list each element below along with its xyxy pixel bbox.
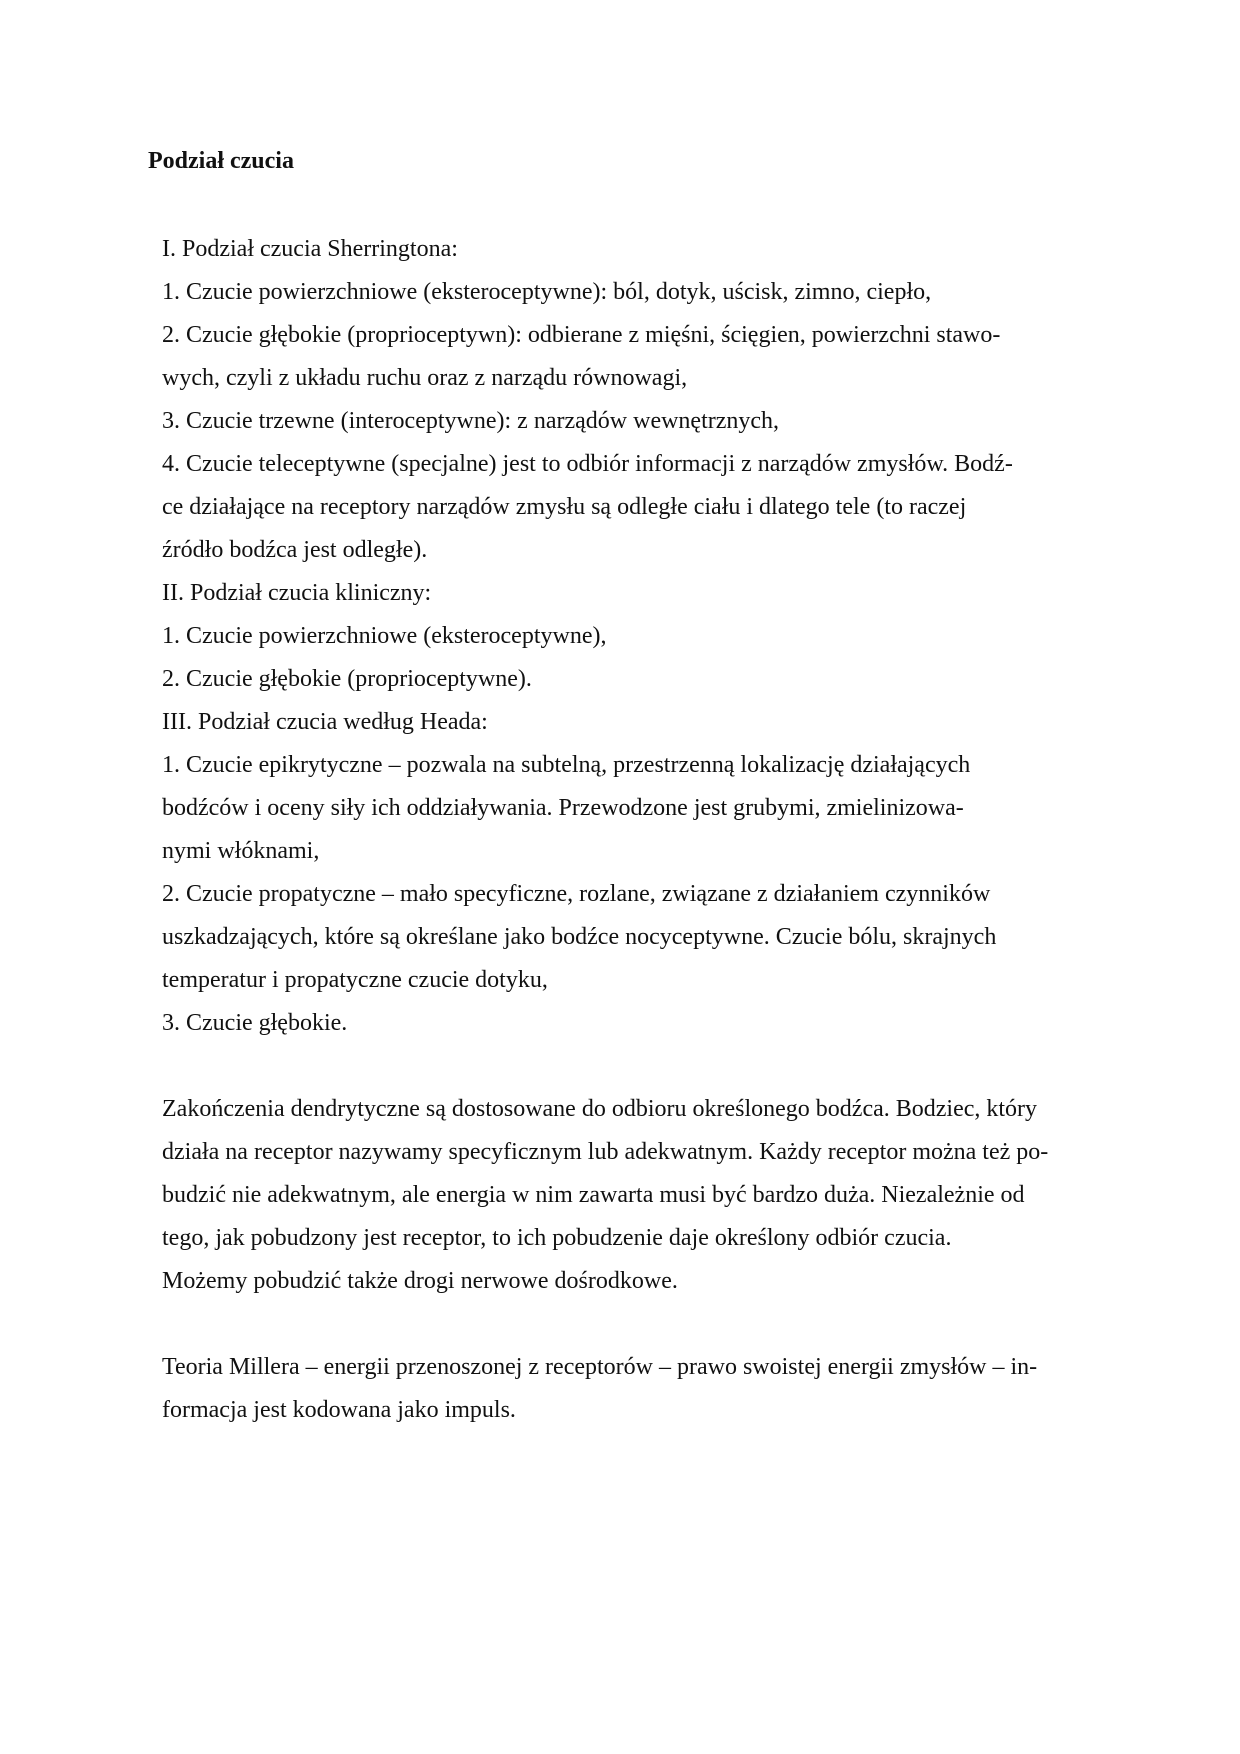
text-line: wych, czyli z układu ruchu oraz z narządu równowagi, [162, 365, 688, 391]
text-line: 1. Czucie powierzchniowe (eksteroceptywne): ból, dotyk, uścisk, zimno, ciepło, [162, 279, 932, 305]
text-line: budzić nie adekwatnym, ale energia w nim zawarta musi być bardzo duża. Niezależnie od [162, 1182, 1025, 1208]
text-line: nymi włóknami, [162, 838, 320, 864]
text-line: 2. Czucie propatyczne – mało specyficzne, rozlane, związane z działaniem czynników [162, 881, 991, 907]
text-line: I. Podział czucia Sherringtona: [162, 236, 458, 262]
text-line: 4. Czucie teleceptywne (specjalne) jest to odbiór informacji z narządów zmysłów. Bodź- [162, 451, 1013, 477]
text-line: działa na receptor nazywamy specyficznym lub adekwatnym. Każdy receptor można też po- [162, 1139, 1049, 1165]
text-line: ce działające na receptory narządów zmysłu są odległe ciału i dlatego tele (to raczej [162, 494, 967, 520]
text-line: 1. Czucie powierzchniowe (eksteroceptywne), [162, 623, 607, 649]
text-line: źródło bodźca jest odległe). [162, 537, 428, 563]
text-line: uszkadzających, które są określane jako bodźce nocyceptywne. Czucie bólu, skrajnych [162, 924, 997, 950]
text-line: Teoria Millera – energii przenoszonej z receptorów – prawo swoistej energii zmysłów – in- [162, 1354, 1038, 1380]
text-line: 3. Czucie trzewne (interoceptywne): z narządów wewnętrznych, [162, 408, 780, 434]
text-line: formacja jest kodowana jako impuls. [162, 1397, 516, 1423]
text-line: 1. Czucie epikrytyczne – pozwala na subtelną, przestrzenną lokalizację działających [162, 752, 971, 778]
text-line: III. Podział czucia według Heada: [162, 709, 488, 735]
text-line: Możemy pobudzić także drogi nerwowe dośrodkowe. [162, 1268, 678, 1294]
text-line: 3. Czucie głębokie. [162, 1010, 348, 1036]
text-line: 2. Czucie głębokie (proprioceptywne). [162, 666, 532, 692]
text-line: 2. Czucie głębokie (proprioceptywn): odbierane z mięśni, ścięgien, powierzchni stawo- [162, 322, 1001, 348]
text-line: Zakończenia dendrytyczne są dostosowane do odbioru określonego bodźca. Bodziec, który [162, 1096, 1038, 1122]
text-line: tego, jak pobudzony jest receptor, to ich pobudzenie daje określony odbiór czucia. [162, 1225, 952, 1251]
document-title: Podział czucia [148, 148, 294, 174]
text-line: II. Podział czucia kliniczny: [162, 580, 432, 606]
text-line: temperatur i propatyczne czucie dotyku, [162, 967, 548, 993]
text-line: bodźców i oceny siły ich oddziaływania. Przewodzone jest grubymi, zmielinizowa- [162, 795, 964, 821]
